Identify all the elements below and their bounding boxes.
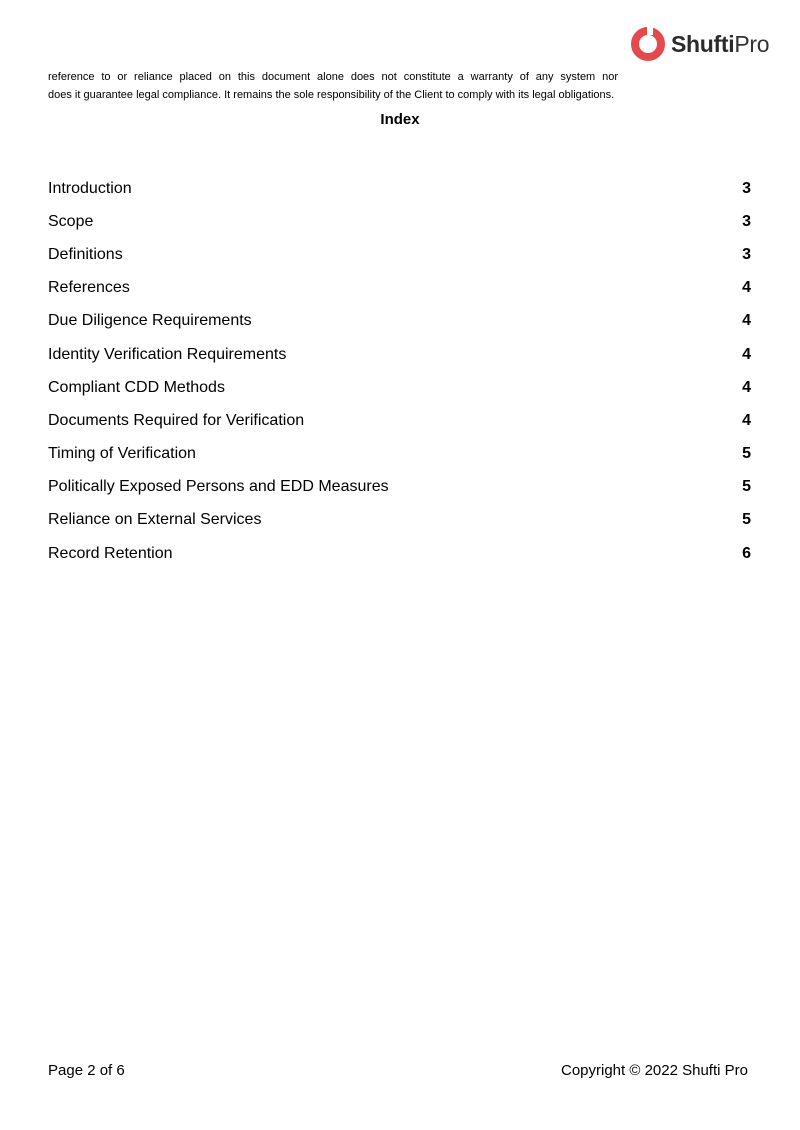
toc-item-title: Documents Required for Verification	[48, 411, 305, 429]
toc-item	[48, 305, 751, 338]
toc-item-title: Record Retention	[48, 544, 173, 562]
toc-item	[48, 371, 751, 404]
toc-item-title: Definitions	[48, 245, 123, 263]
toc-item-page: 4	[742, 312, 751, 330]
toc-item-page: 3	[742, 245, 751, 263]
toc-item	[48, 537, 751, 570]
toc-item-page: 4	[742, 345, 751, 363]
toc-item-page: 3	[742, 179, 751, 197]
toc-item	[48, 438, 751, 471]
toc-item	[48, 238, 751, 271]
toc-item-page: 4	[742, 279, 751, 297]
toc-item	[48, 504, 751, 537]
brand-name-light: Pro	[734, 30, 770, 57]
toc-item	[48, 471, 751, 504]
shuftipro-logo	[630, 24, 769, 64]
page-footer	[48, 1061, 748, 1081]
toc-item	[48, 205, 751, 238]
toc-item	[48, 404, 751, 437]
toc-item-page: 5	[742, 511, 751, 529]
toc-item-page: 5	[742, 478, 751, 496]
brand-name	[671, 30, 770, 57]
toc-item-page: 5	[742, 445, 751, 463]
toc-item-title: Due Diligence Requirements	[48, 312, 252, 330]
toc-item-title: Introduction	[48, 179, 132, 197]
toc-item-title: Scope	[48, 212, 94, 230]
toc-item-title: Compliant CDD Methods	[48, 378, 225, 396]
toc-item-title: Politically Exposed Persons and EDD Measures	[48, 478, 389, 496]
toc-item-title: References	[48, 279, 130, 297]
toc-item	[48, 338, 751, 371]
index-heading: Index	[380, 111, 420, 128]
brand-name-bold: Shufti	[671, 30, 735, 57]
toc-item-title: Timing of Verification	[48, 445, 196, 463]
disclaimer-text	[48, 68, 672, 104]
toc-item-page: 4	[742, 411, 751, 429]
page-number: Page 2 of 6	[48, 1062, 125, 1079]
toc-item-page: 6	[742, 544, 751, 562]
toc-item-title: Identity Verification Requirements	[48, 345, 287, 363]
disclaimer-line-1: reference to or reliance placed on this document alone does not constitute a warranty of any system nor	[48, 71, 618, 83]
copyright-notice: Copyright © 2022 Shufti Pro	[561, 1062, 748, 1079]
toc-item-title: Reliance on External Services	[48, 511, 262, 529]
shuftipro-ring-logo-icon	[630, 26, 666, 62]
disclaimer-line-2: does it guarantee legal compliance. It remains the sole responsibility of the Client to comply with its legal obligations.	[48, 89, 615, 101]
toc-item	[48, 172, 751, 205]
toc-item	[48, 272, 751, 305]
toc-item-page: 3	[742, 212, 751, 230]
table-of-contents	[48, 172, 751, 570]
toc-item-page: 4	[742, 378, 751, 396]
